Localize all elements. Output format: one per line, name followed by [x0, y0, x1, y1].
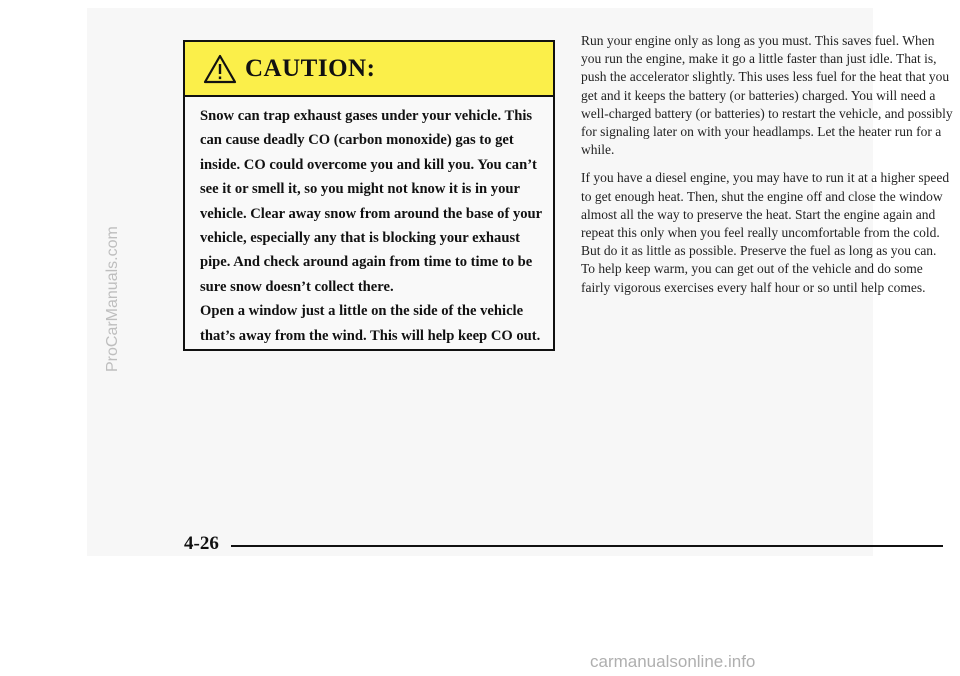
warning-triangle-icon [203, 54, 237, 84]
caution-paragraph-2: Open a window just a little on the side of the vehicle that’s away from the wind. This will help keep CO out. [200, 303, 541, 344]
caution-box [183, 40, 555, 351]
caution-header [185, 42, 553, 97]
manual-page [87, 8, 953, 556]
caution-text [200, 104, 545, 348]
footer-divider [231, 545, 943, 547]
side-watermark: ProCarManuals.com [104, 226, 121, 372]
body-text-column [581, 32, 953, 307]
body-paragraph-1: Run your engine only as long as you must. This saves fuel. When you run the engine, make it go a little faster than just idle. That is, push the accelerator slightly. This uses less fuel for the heat that you get and it keeps the battery (or batteries) charged. You will need a well-charged battery (or batteries) to restart the vehicle, and possibly for signaling later on with your headlamps. Let the heater run for a while. [581, 33, 953, 158]
caution-title: CAUTION: [245, 54, 376, 82]
body-paragraph-2: If you have a diesel engine, you may have to run it at a higher speed to get enough heat. Then, shut the engine off and close the window almost all the way to preserve the heat. Start the engine again and repeat this only when you feel really uncomfortable from the cold. But do it as little as possible. Preserve the fuel as long as you can. To help keep warm, you can get out of the vehicle and do some fairly vigorous exercises every half hour or so until help comes. [581, 170, 950, 295]
caution-paragraph-1: Snow can trap exhaust gases under your vehicle. This can cause deadly CO (carbon monoxide) gas to get inside. CO could overcome you and kill you. You can’t see it or smell it, so you might not know it is in your vehicle. Clear away snow from around the base of your vehicle, especially any that is blocking your exhaust pipe. And check around again from time to time to be sure snow doesn’t collect there. [200, 108, 542, 295]
bottom-watermark: carmanualsonline.info [590, 652, 756, 671]
page-number: 4-26 [184, 533, 219, 554]
